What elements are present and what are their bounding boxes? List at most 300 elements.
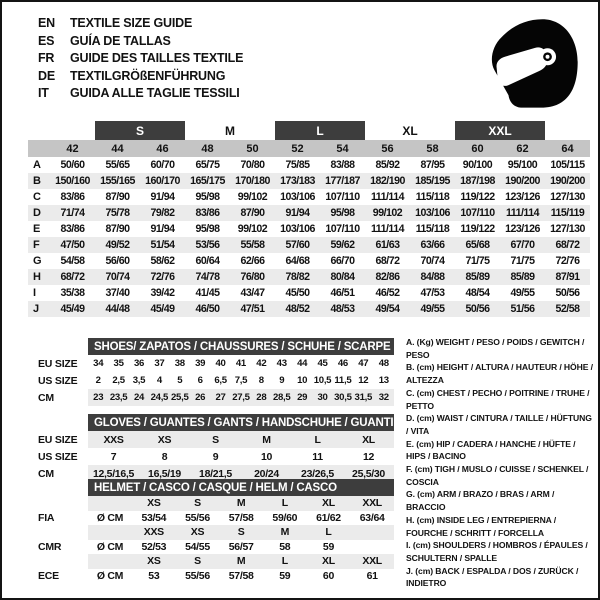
helmet-cell: XXL (350, 554, 394, 569)
measure-cell: 53/56 (185, 237, 230, 253)
measure-cell: 190/200 (500, 173, 545, 189)
measure-cell: 115/118 (415, 223, 450, 235)
row-label (38, 496, 88, 511)
helmet-cell (350, 525, 394, 540)
measure-cell: 49/55 (410, 301, 455, 317)
size-header-row (28, 140, 590, 157)
size-header-spacer (28, 140, 50, 157)
measurement-legend (406, 336, 594, 590)
legend-item: J. (cm) BACK / ESPALDA / DOS / ZURÜCK / INDIETRO (406, 565, 579, 589)
size-header-cell: 44 (95, 140, 140, 157)
shoes-cell: 42 (256, 358, 267, 369)
helmet-cell: S (219, 525, 263, 540)
legend-item: F. (cm) TIGH / MUSLO / CUISSE / SCHENKEL / COSCIA (406, 464, 589, 487)
gloves-cell: 18/21,5 (190, 465, 241, 482)
helmet-size-label-row (38, 496, 394, 511)
size-header-cell: 48 (185, 140, 230, 157)
unit-spacer (88, 554, 132, 569)
shoes-cell: 3,5 (132, 375, 146, 386)
measure-cell: 85/92 (375, 159, 400, 171)
measure-cell: 71/75 (465, 255, 490, 267)
measure-cell: 72/76 (555, 255, 580, 267)
measure-cell: 63/66 (410, 237, 455, 253)
row-letter: H (28, 269, 50, 285)
measure-cell: 62/66 (240, 255, 265, 267)
shoes-table-body (38, 338, 394, 406)
shoes-cell: 28 (251, 389, 271, 406)
measure-cell: 70/80 (240, 159, 265, 171)
helmet-cell: XL (307, 496, 351, 511)
shoes-cell: 10,5 (313, 375, 332, 386)
measure-cell: 83/86 (60, 191, 85, 203)
helmet-cell (350, 540, 394, 555)
language-code: EN (38, 16, 55, 30)
helmet-table-body (38, 479, 394, 583)
helmet-cell: 60 (322, 569, 334, 582)
shoes-cell: 25,5 (170, 389, 190, 406)
helmet-cell: S (176, 496, 220, 511)
language-label: TEXTILGRÖßENFÜHRUNG (70, 68, 226, 83)
row-label (38, 554, 88, 569)
measure-cell: 37/40 (105, 287, 130, 299)
helmet-cell: 59 (322, 540, 334, 553)
legend-item: H. (cm) INSIDE LEG / ENTREPIERNA / FOURCHE / SCHRITT / FORCELLA (406, 514, 557, 538)
measure-cell: 80/84 (320, 269, 365, 285)
row-label: EU SIZE (38, 357, 78, 370)
measure-cell: 160/170 (140, 173, 185, 189)
size-header-cell: 50 (230, 140, 275, 157)
main-size-table-body (28, 121, 590, 317)
helmet-cell: 53/54 (141, 511, 167, 524)
measure-cell: 95/98 (320, 205, 365, 221)
shoes-cell: 30,5 (333, 389, 353, 406)
measure-cell: 150/160 (50, 173, 95, 189)
measure-row-A (28, 157, 590, 173)
helmet-cell: XS (132, 496, 176, 511)
measure-cell: 48/52 (275, 301, 320, 317)
measure-row-H (28, 269, 590, 285)
measure-cell: 79/82 (140, 205, 185, 221)
measure-cell: 70/74 (95, 269, 140, 285)
measure-cell: 127/130 (550, 191, 585, 203)
legend-item: C. (cm) CHEST / PECHO / POITRINE / TRUHE / PETTO (406, 387, 590, 411)
measure-cell: 67/70 (500, 237, 545, 253)
group-m: M (225, 123, 235, 138)
measure-cell: 48/53 (320, 301, 365, 317)
shoes-cell: 12 (358, 375, 369, 386)
measure-cell: 85/89 (500, 269, 545, 285)
gloves-row-eu-size (38, 431, 394, 448)
shoes-cell: 10 (297, 375, 308, 386)
measure-cell: 115/118 (415, 191, 450, 203)
measure-cell: 39/42 (150, 287, 175, 299)
unit-spacer (88, 496, 132, 511)
shoes-cell: 6,5 (214, 375, 227, 386)
helmet-cell: 55/56 (185, 569, 210, 582)
shoes-cell: 7,5 (234, 375, 248, 386)
gloves-cell: XS (139, 431, 190, 448)
helmet-cell: XS (176, 525, 220, 540)
measure-cell: 47/53 (420, 287, 445, 299)
measure-cell: 60/64 (195, 255, 220, 267)
measure-cell: 87/90 (230, 205, 275, 221)
measure-cell: 68/72 (375, 255, 400, 267)
measure-cell: 55/65 (105, 159, 130, 171)
gloves-cell: 20/24 (241, 465, 292, 482)
helmet-cell: 57/58 (228, 569, 254, 582)
measure-cell: 91/94 (150, 191, 175, 203)
helmet-cell: M (219, 496, 263, 511)
measure-cell: 170/180 (230, 173, 275, 189)
shoes-cell: 24,5 (149, 389, 169, 406)
row-label: FIA (38, 511, 55, 524)
measure-cell: 45/50 (285, 287, 310, 299)
main-size-table (28, 121, 590, 317)
measure-cell: 46/51 (330, 287, 355, 299)
legend-item: I. (cm) SHOULDERS / HOMBROS / ÉPAULES / SCHULTERN / SPALLE (406, 540, 588, 563)
helmet-cell: 59/60 (272, 511, 298, 524)
helmet-size-label-row (38, 554, 394, 569)
group-l: L (275, 121, 365, 140)
measure-cell: 47/51 (230, 301, 275, 317)
measure-cell: 111/114 (370, 191, 405, 203)
measure-cell: 95/98 (195, 191, 220, 203)
measure-cell: 78/82 (275, 269, 320, 285)
measure-cell: 75/78 (95, 205, 140, 221)
measure-cell: 50/56 (455, 301, 500, 317)
shoes-cell: 34 (93, 358, 104, 369)
gloves-title-spacer (38, 414, 88, 431)
language-header (38, 15, 243, 103)
shoes-cell: 28,5 (272, 389, 292, 406)
shoes-cell: 26 (190, 389, 210, 406)
shoes-row-us-size (38, 372, 394, 389)
measure-cell: 49/52 (95, 237, 140, 253)
helmet-cell: XXL (350, 496, 394, 511)
measure-cell: 87/90 (105, 223, 130, 235)
legend-item: D. (cm) WAIST / CINTURA / TAILLE / HÜFTUNG / VITA (406, 413, 592, 436)
helmet-cell: XL (307, 554, 351, 569)
row-letter: G (33, 255, 42, 267)
language-code: FR (38, 51, 55, 65)
measure-cell: 59/62 (320, 237, 365, 253)
gloves-title: GLOVES / GUANTES / GANTS / HANDSCHUHE / GUANTI (88, 414, 394, 431)
helmet-cell: 63/64 (359, 511, 385, 524)
helmet-cell: XXS (132, 525, 176, 540)
helmet-cell: 59 (279, 569, 291, 582)
language-code: IT (38, 86, 49, 100)
measure-row-C (28, 189, 590, 205)
measure-cell: 54/58 (60, 255, 85, 267)
measure-row-D (28, 205, 590, 221)
shoes-cell: 31,5 (353, 389, 373, 406)
measure-cell: 51/56 (500, 301, 545, 317)
measure-cell: 187/198 (455, 173, 500, 189)
measure-cell: 43/47 (240, 287, 265, 299)
shoes-cell: 41 (235, 358, 246, 369)
gloves-cell: 11 (312, 450, 323, 463)
helmet-cell: 53 (148, 569, 160, 582)
measure-cell: 72/76 (140, 269, 185, 285)
row-label: EU SIZE (38, 433, 78, 446)
helmet-cell: 52/53 (141, 540, 167, 553)
measure-cell: 74/78 (185, 269, 230, 285)
helmet-row-ece (38, 569, 394, 584)
helmet-title-row (38, 479, 394, 496)
legend-item: B. (cm) HEIGHT / ALTURA / HAUTEUR / HÖHE / ALTEZZA (406, 362, 593, 386)
group-xl: XL (402, 123, 418, 138)
measure-cell: 82/86 (365, 269, 410, 285)
helmet-cell: 56/57 (228, 540, 254, 553)
shoes-cell: 2 (95, 375, 101, 386)
gloves-cell: 12,5/16,5 (88, 465, 139, 482)
size-header-cell: 42 (50, 140, 95, 157)
shoes-cell: 27,5 (231, 389, 251, 406)
gloves-cell: 8 (161, 450, 168, 463)
size-header-cell: 46 (140, 140, 185, 157)
row-letter: A (33, 159, 41, 171)
shoes-cell: 37 (154, 358, 165, 369)
language-label: GUIDA ALLE TAGLIE TESSILI (70, 86, 240, 100)
shoes-cell: 39 (195, 358, 206, 369)
measure-cell: 115/119 (545, 205, 590, 221)
shoes-cell: 30 (312, 389, 332, 406)
size-header-cell: 58 (410, 140, 455, 157)
measure-row-I (28, 285, 590, 301)
measure-row-G (28, 253, 590, 269)
shoes-cell: 4 (156, 375, 162, 386)
measure-cell: 49/55 (510, 287, 535, 299)
measure-cell: 45/49 (140, 301, 185, 317)
measure-cell: 99/102 (237, 223, 268, 235)
measure-cell: 99/102 (237, 191, 268, 203)
measure-cell: 83/86 (60, 223, 85, 235)
language-code: DE (38, 68, 55, 83)
measure-row-B (28, 173, 590, 189)
shoes-title-spacer (38, 338, 88, 355)
shoes-row-cm (38, 389, 394, 406)
measure-cell: 52/58 (545, 301, 590, 317)
measure-cell: 111/114 (500, 205, 545, 221)
measure-cell: 83/88 (330, 159, 355, 171)
measure-cell: 84/88 (410, 269, 455, 285)
measure-cell: 51/54 (140, 237, 185, 253)
measure-cell: 45/49 (50, 301, 95, 317)
measure-cell: 185/195 (410, 173, 455, 189)
unit-spacer (88, 525, 132, 540)
gloves-title-row (38, 414, 394, 431)
measure-cell: 56/60 (105, 255, 130, 267)
measure-cell: 103/106 (280, 191, 315, 203)
helmet-cell: 57/58 (228, 511, 254, 524)
shoes-title-row (38, 338, 394, 355)
shoes-cell: 6 (197, 375, 203, 386)
measure-cell: 83/86 (185, 205, 230, 221)
helmet-cell: L (263, 496, 307, 511)
measure-cell: 107/110 (325, 191, 360, 203)
shoes-cell: 5 (177, 375, 183, 386)
measure-cell: 91/94 (150, 223, 175, 235)
measure-cell: 65/75 (195, 159, 220, 171)
language-row (38, 33, 243, 51)
size-header-cell: 64 (545, 140, 590, 157)
helmet-cell: 58 (279, 540, 291, 553)
measure-cell: 107/110 (325, 223, 360, 235)
measure-cell: 60/70 (150, 159, 175, 171)
measure-cell: 85/89 (455, 269, 500, 285)
measure-cell: 105/115 (550, 159, 585, 171)
shoes-row-eu-size (38, 355, 394, 372)
measure-cell: 103/106 (280, 223, 315, 235)
helmet-cell: 61 (366, 569, 378, 582)
group-spacer (545, 121, 590, 140)
shoes-table (38, 338, 394, 406)
gloves-cell: 12 (362, 450, 375, 463)
helmet-cell: M (263, 525, 307, 540)
measure-cell: 95/98 (195, 223, 220, 235)
measure-cell: 50/56 (555, 287, 580, 299)
language-row (38, 15, 243, 33)
measure-row-J (28, 301, 590, 317)
helmet-row-fia (38, 511, 394, 526)
shoes-cell: 47 (358, 358, 369, 369)
row-label: CMR (38, 540, 62, 553)
legend-item: E. (cm) HIP / CADERA / HANCHE / HÜFTE / HIPS / BACINO (406, 438, 576, 462)
measure-row-E (28, 221, 590, 237)
shoes-cell: 45 (317, 358, 328, 369)
measure-cell: 87/90 (105, 191, 130, 203)
shoes-cell: 43 (276, 358, 287, 369)
row-letter: E (33, 223, 41, 235)
shoes-cell: 46 (337, 358, 348, 369)
measure-cell: 90/100 (462, 159, 493, 171)
shoes-cell: 2,5 (112, 375, 125, 386)
shoes-cell: 8 (258, 375, 264, 386)
gloves-cell: 7 (110, 450, 117, 463)
gloves-cell: XXS (88, 431, 139, 448)
gloves-cell: M (241, 431, 292, 448)
measure-cell: 68/72 (545, 237, 590, 253)
measure-cell: 190/200 (545, 173, 590, 189)
size-header-cell: 60 (455, 140, 500, 157)
measure-cell: 58/62 (150, 255, 175, 267)
shoes-cell: 40 (215, 358, 226, 369)
unit-cell: Ø CM (96, 511, 124, 524)
measure-cell: 177/187 (320, 173, 365, 189)
language-code: ES (38, 33, 55, 48)
gloves-table (38, 414, 394, 482)
gloves-table-body (38, 414, 394, 482)
row-letter: B (28, 173, 50, 189)
measure-cell: 49/54 (365, 301, 410, 317)
measure-cell: 46/50 (185, 301, 230, 317)
measure-cell: 47/50 (50, 237, 95, 253)
shoes-cell: 35 (113, 358, 124, 369)
measure-cell: 41/45 (195, 287, 220, 299)
helmet-row-cmr (38, 540, 394, 555)
shoes-cell: 48 (378, 358, 389, 369)
measure-cell: 107/110 (455, 205, 500, 221)
shoes-cell: 29 (292, 389, 312, 406)
row-letter: D (28, 205, 50, 221)
size-header-cell: 56 (365, 140, 410, 157)
helmet-icon (482, 12, 586, 116)
shoes-cell: 32 (373, 389, 394, 406)
helmet-title: HELMET / CASCO / CASQUE / HELM / CASCO (88, 479, 394, 496)
measure-cell: 65/68 (455, 237, 500, 253)
language-label: GUIDE DES TAILLES TEXTILE (70, 51, 244, 65)
language-row (38, 68, 243, 86)
measure-cell: 87/91 (545, 269, 590, 285)
measure-cell: 87/95 (420, 159, 445, 171)
helmet-title-spacer (38, 479, 88, 496)
shoes-cell: 38 (174, 358, 185, 369)
measure-cell: 48/54 (465, 287, 490, 299)
helmet-cell: L (263, 554, 307, 569)
helmet-cell: 54/55 (185, 540, 210, 553)
measure-cell: 95/100 (507, 159, 538, 171)
measure-cell: 61/63 (365, 237, 410, 253)
row-label: CM (38, 467, 54, 480)
measure-cell: 182/190 (365, 173, 410, 189)
shoes-cell: 23,5 (108, 389, 128, 406)
measure-cell: 70/74 (420, 255, 445, 267)
shoes-cell: 24 (129, 389, 149, 406)
row-label: ECE (38, 569, 59, 582)
measure-cell: 123/126 (505, 191, 540, 203)
language-label: GUÍA DE TALLAS (70, 33, 171, 48)
helmet-size-label-row (38, 525, 394, 540)
size-header-cell: 52 (275, 140, 320, 157)
measure-cell: 119/122 (460, 223, 495, 235)
measure-cell: 103/106 (410, 205, 455, 221)
measure-cell: 111/114 (370, 223, 405, 235)
measure-cell: 71/75 (510, 255, 535, 267)
measure-cell: 66/70 (330, 255, 355, 267)
language-row (38, 85, 243, 103)
measure-cell: 119/122 (460, 191, 495, 203)
size-group-row (28, 121, 590, 140)
helmet-cell: S (176, 554, 220, 569)
measure-cell: 44/48 (95, 301, 140, 317)
shoes-cell: 13 (378, 375, 389, 386)
unit-cell: Ø CM (96, 540, 124, 553)
gloves-cell: 10 (260, 450, 273, 463)
measure-cell: 71/74 (50, 205, 95, 221)
measure-cell: 46/52 (375, 287, 400, 299)
language-label: TEXTILE SIZE GUIDE (70, 16, 193, 30)
measure-cell: 55/58 (230, 237, 275, 253)
helmet-cell: 61/62 (316, 511, 341, 524)
measure-cell: 123/126 (505, 223, 540, 235)
row-label (38, 525, 88, 540)
language-row (38, 50, 243, 68)
shoes-title: SHOES/ ZAPATOS / CHAUSSURES / SCHUHE / SCARPE (88, 338, 394, 355)
measure-cell: 57/60 (275, 237, 320, 253)
group-xxl: XXL (455, 121, 545, 140)
measure-cell: 50/60 (60, 159, 85, 171)
measure-cell: 76/80 (230, 269, 275, 285)
shoes-cell: 44 (297, 358, 308, 369)
measure-cell: 75/85 (285, 159, 310, 171)
gloves-cell: 16,5/19 (139, 465, 190, 482)
size-header-cell: 62 (500, 140, 545, 157)
gloves-cell: 9 (212, 450, 219, 463)
helmet-table (38, 479, 394, 583)
measure-cell: 155/165 (95, 173, 140, 189)
unit-cell: Ø CM (96, 569, 124, 582)
group-s: S (95, 121, 185, 140)
